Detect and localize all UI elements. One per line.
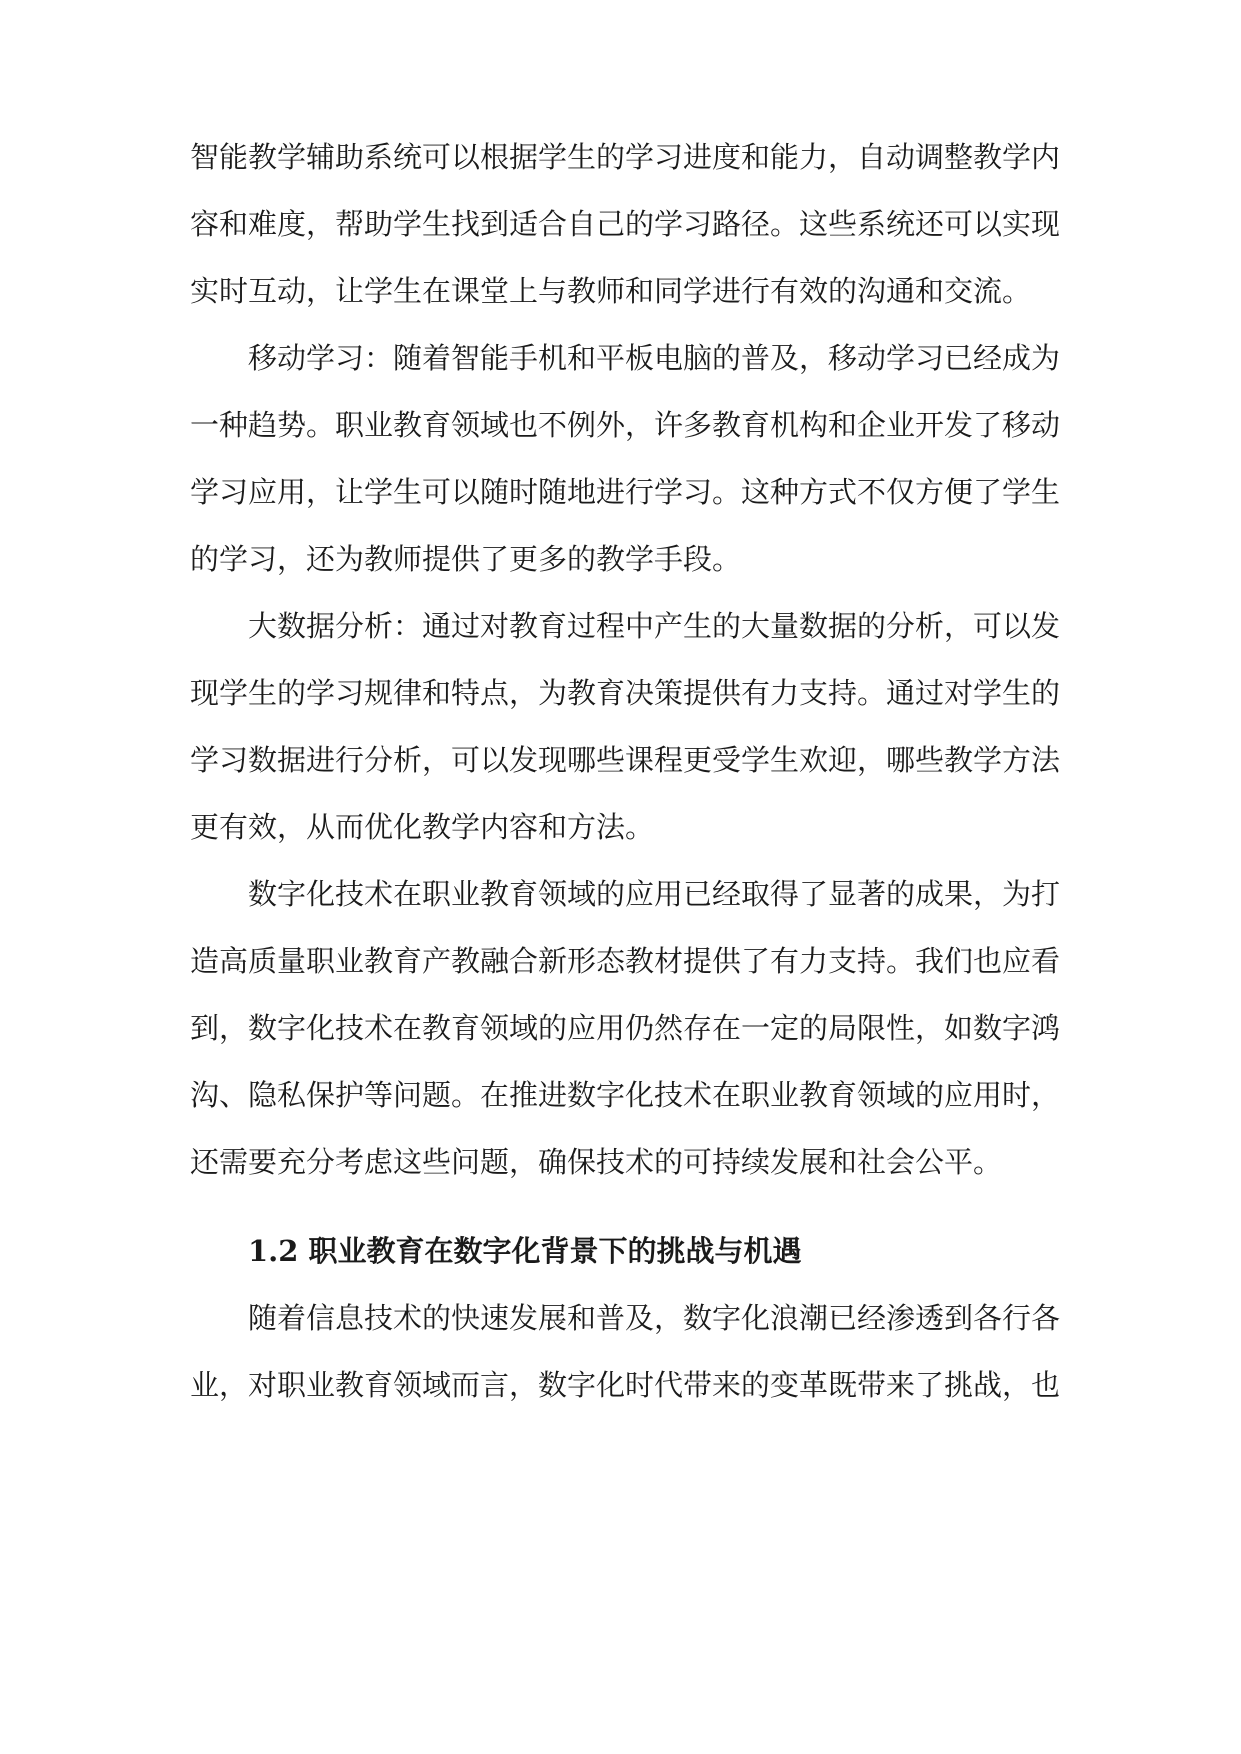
text-line: 容和难度，帮助学生找到适合自己的学习路径。这些系统还可以实现 xyxy=(190,207,1060,241)
text-line: 到，数字化技术在教育领域的应用仍然存在一定的局限性，如数字鸿 xyxy=(190,1011,1060,1045)
section-heading: 1.2 职业教育在数字化背景下的挑战与机遇 xyxy=(248,1234,802,1268)
text-line: 随着信息技术的快速发展和普及，数字化浪潮已经渗透到各行各 xyxy=(248,1301,1060,1335)
text-line: 现学生的学习规律和特点，为教育决策提供有力支持。通过对学生的 xyxy=(190,676,1060,710)
text-line: 实时互动，让学生在课堂上与教师和同学进行有效的沟通和交流。 xyxy=(190,274,1032,308)
text-line: 业，对职业教育领域而言，数字化时代带来的变革既带来了挑战，也 xyxy=(190,1368,1060,1402)
text-line: 学习数据进行分析，可以发现哪些课程更受学生欢迎，哪些教学方法 xyxy=(190,743,1060,777)
text-line: 移动学习：随着智能手机和平板电脑的普及，移动学习已经成为 xyxy=(248,341,1060,375)
text-line: 的学习，还为教师提供了更多的教学手段。 xyxy=(190,542,742,576)
text-line: 沟、隐私保护等问题。在推进数字化技术在职业教育领域的应用时， xyxy=(190,1078,1060,1112)
text-line: 大数据分析：通过对教育过程中产生的大量数据的分析，可以发 xyxy=(248,609,1060,643)
text-line: 智能教学辅助系统可以根据学生的学习进度和能力，自动调整教学内 xyxy=(190,140,1060,174)
text-line: 造高质量职业教育产教融合新形态教材提供了有力支持。我们也应看 xyxy=(190,944,1060,978)
text-line: 还需要充分考虑这些问题，确保技术的可持续发展和社会公平。 xyxy=(190,1145,1003,1179)
text-line: 数字化技术在职业教育领域的应用已经取得了显著的成果，为打 xyxy=(248,877,1060,911)
text-line: 更有效，从而优化教学内容和方法。 xyxy=(190,810,655,844)
text-line: 学习应用，让学生可以随时随地进行学习。这种方式不仅方便了学生 xyxy=(190,475,1060,509)
text-line: 一种趋势。职业教育领域也不例外，许多教育机构和企业开发了移动 xyxy=(190,408,1060,442)
